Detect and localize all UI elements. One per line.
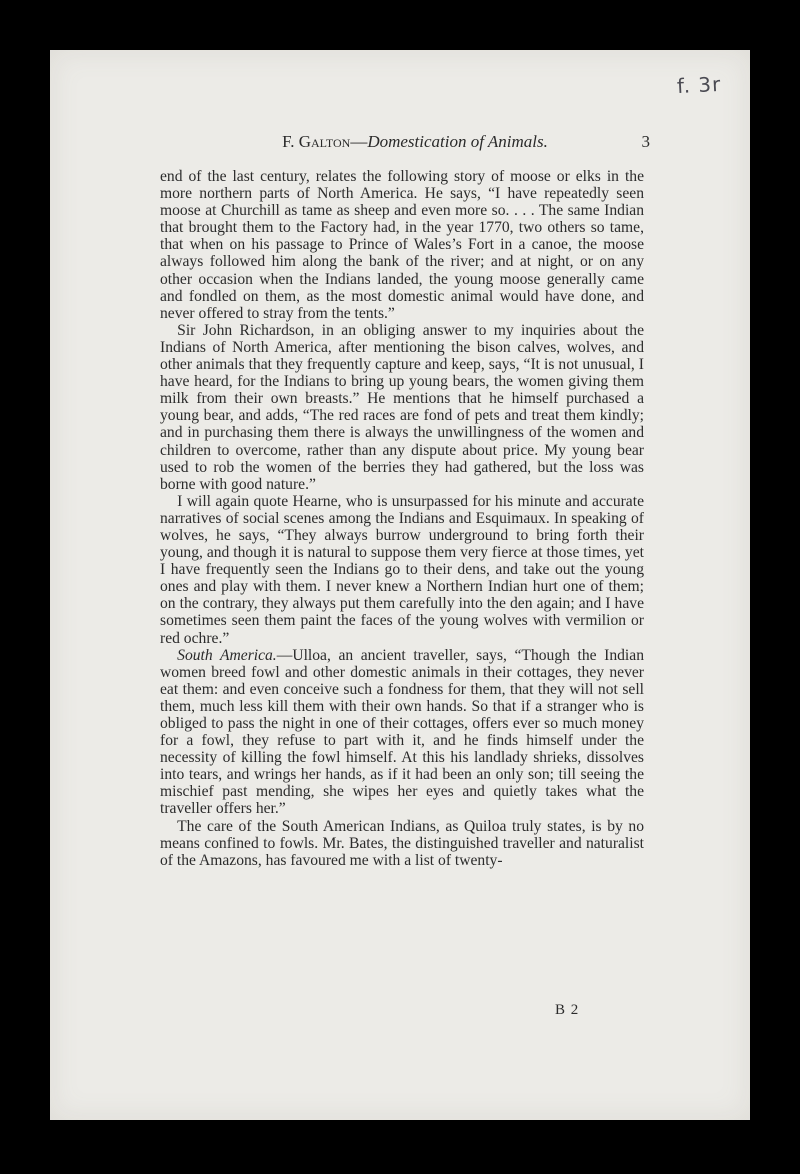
page-number: 3 xyxy=(641,132,650,151)
document-page xyxy=(50,50,750,1120)
section-heading: South America. xyxy=(177,646,277,664)
paragraph xyxy=(160,818,644,869)
paragraph xyxy=(160,493,644,647)
running-head-title xyxy=(150,132,650,152)
folio-mark: f. 3r xyxy=(676,71,722,99)
paragraph-text: —Ulloa, an ancient traveller, says, “Though the Indian women breed fowl and other domestic animals in their cottages, they never eat them: and even conceive such a fondness for them, that they will not sell them, much less kill them with their own hands. So that if a stranger who is obliged to pass the night in one of their cottages, offers ever so much money for a fowl, they refuse to part with it, and he finds himself under the necessity of killing the fowl himself. At this his landlady shrieks, dissolves into tears, and wrings her hands, as if it had been an only son; till seeing the mischief past mending, she wipes her eyes and quietly takes what the traveller offers her.” xyxy=(160,646,644,818)
paragraph xyxy=(160,647,644,818)
paragraph-text: The care of the South American Indians, as Quiloa truly states, is by no means confined to fowls. Mr. Bates, the distinguished traveller and naturalist of the Amazons, has favoured me with a list of twenty- xyxy=(160,817,644,869)
signature-mark: B 2 xyxy=(555,1002,580,1018)
paragraph-text: end of the last century, relates the following story of moose or elks in the more northern parts of North America. He says, “I have repeatedly seen moose at Churchill as tame as sheep and even more so. . . . The same Indian that brought them to the Factory had, in the year 1770, two others so tame, that when on his passage to Prince of Wales’s Fort in a canoe, the moose always followed him along the bank of the river; and at night, or on any other occasion when the Indians landed, the young moose generally came and fondled on them, as the most domestic animal would have done, and never offered to stray from the tents.” xyxy=(160,168,644,322)
paragraph xyxy=(160,322,644,493)
paragraph-text: Sir John Richardson, in an obliging answer to my inquiries about the Indians of North America, after mentioning the bison calves, wolves, and other animals that they frequently capture and keep, says, “It is not unusual, I have heard, for the Indians to bring up young bears, the women giving them milk from their own breasts.” He mentions that he himself purchased a young bear, and adds, “The red races are fond of pets and treat them kindly; and in purchasing them there is always the unwillingness of the women and children to overcome, rather than any dispute about price. My young bear used to rob the women of the berries they had gathered, but the loss was borne with good nature.” xyxy=(160,321,644,493)
paragraph-text: I will again quote Hearne, who is unsurpassed for his minute and accurate narratives of social scenes among the Indians and Esquimaux. In speaking of wolves, he says, “They always burrow underground to bring forth their young, and though it is natural to suppose them very fierce at those times, yet I have frequently seen the Indians go to their dens, and take out the young ones and play with them. I never knew a Northern Indian hurt one of them; on the contrary, they always put them carefully into the den again; and I have sometimes seen them paint the faces of the young wolves with vermilion or red ochre.” xyxy=(160,492,644,647)
running-head-author: F. Galton xyxy=(282,132,351,151)
running-head-separator: — xyxy=(350,132,368,151)
running-head xyxy=(150,132,650,156)
paragraph xyxy=(160,168,644,322)
running-head-subject: Domestication of Animals. xyxy=(367,132,548,151)
body-text xyxy=(160,168,644,869)
